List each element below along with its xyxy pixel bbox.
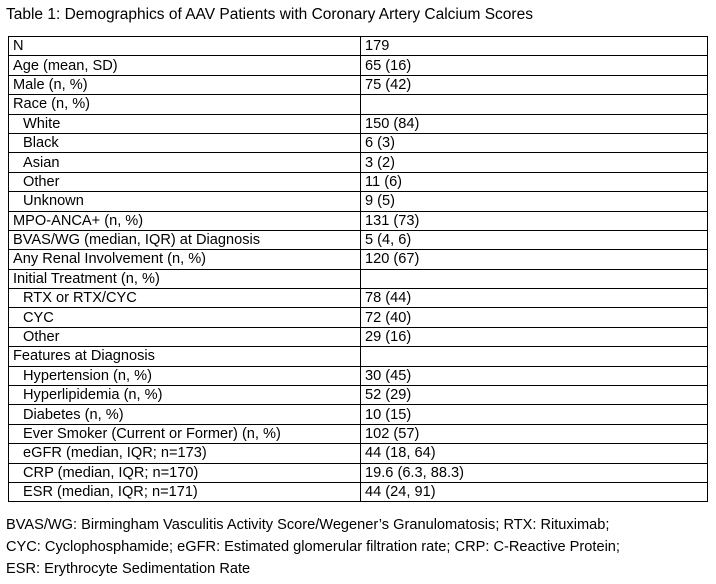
- row-value: 75 (42): [361, 75, 708, 94]
- table-row: [9, 347, 708, 366]
- table-row: [9, 250, 708, 269]
- row-value: 3 (2): [361, 153, 708, 172]
- row-label: Ever Smoker (Current or Former) (n, %): [9, 424, 361, 443]
- table-row: [9, 56, 708, 75]
- row-value: 65 (16): [361, 56, 708, 75]
- demographics-table: [8, 36, 708, 502]
- row-label: eGFR (median, IQR; n=173): [9, 444, 361, 463]
- table-footnote: [6, 514, 712, 580]
- row-value: 9 (5): [361, 192, 708, 211]
- footnote-line: ESR: Erythrocyte Sedimentation Rate: [6, 561, 251, 577]
- row-label: Unknown: [9, 192, 361, 211]
- table-row: [9, 230, 708, 249]
- row-label: Initial Treatment (n, %): [9, 269, 361, 288]
- row-value: 10 (15): [361, 405, 708, 424]
- row-label: Other: [9, 172, 361, 191]
- table-title: Table 1: Demographics of AAV Patients with Coronary Artery Calcium Scores: [6, 6, 533, 23]
- row-value: [361, 347, 708, 366]
- row-value: 179: [361, 37, 708, 56]
- row-label: Any Renal Involvement (n, %): [9, 250, 361, 269]
- table-row: [9, 153, 708, 172]
- table-row: [9, 133, 708, 152]
- row-label: N: [9, 37, 361, 56]
- table-row: [9, 482, 708, 501]
- row-label: CRP (median, IQR; n=170): [9, 463, 361, 482]
- row-value: 78 (44): [361, 289, 708, 308]
- table-row: [9, 463, 708, 482]
- row-label: Diabetes (n, %): [9, 405, 361, 424]
- row-value: [361, 95, 708, 114]
- table-row: [9, 424, 708, 443]
- row-value: 52 (29): [361, 386, 708, 405]
- table-row: [9, 37, 708, 56]
- table-row: [9, 192, 708, 211]
- row-label: CYC: [9, 308, 361, 327]
- row-label: Other: [9, 327, 361, 346]
- footnote-line: CYC: Cyclophosphamide; eGFR: Estimated glomerular filtration rate; CRP: C-Reactive Protein;: [6, 539, 620, 555]
- row-label: Hypertension (n, %): [9, 366, 361, 385]
- row-label: Age (mean, SD): [9, 56, 361, 75]
- footnote-line: BVAS/WG: Birmingham Vasculitis Activity Score/Wegener’s Granulomatosis; RTX: Rituximab;: [6, 517, 610, 533]
- row-value: 6 (3): [361, 133, 708, 152]
- table-row: [9, 172, 708, 191]
- row-label: Black: [9, 133, 361, 152]
- table-row: [9, 386, 708, 405]
- table-row: [9, 211, 708, 230]
- row-value: 102 (57): [361, 424, 708, 443]
- row-value: 44 (24, 91): [361, 482, 708, 501]
- table-row: [9, 269, 708, 288]
- table-row: [9, 405, 708, 424]
- row-value: [361, 269, 708, 288]
- table-row: [9, 75, 708, 94]
- table-row: [9, 95, 708, 114]
- row-label: MPO-ANCA+ (n, %): [9, 211, 361, 230]
- row-value: 131 (73): [361, 211, 708, 230]
- row-label: Male (n, %): [9, 75, 361, 94]
- table-row: [9, 289, 708, 308]
- row-value: 150 (84): [361, 114, 708, 133]
- table-row: [9, 308, 708, 327]
- row-label: Hyperlipidemia (n, %): [9, 386, 361, 405]
- table-body: [9, 37, 708, 502]
- row-label: Asian: [9, 153, 361, 172]
- row-label: BVAS/WG (median, IQR) at Diagnosis: [9, 230, 361, 249]
- row-value: 72 (40): [361, 308, 708, 327]
- row-label: White: [9, 114, 361, 133]
- row-value: 11 (6): [361, 172, 708, 191]
- table-row: [9, 327, 708, 346]
- row-label: RTX or RTX/CYC: [9, 289, 361, 308]
- row-label: Features at Diagnosis: [9, 347, 361, 366]
- row-label: ESR (median, IQR; n=171): [9, 482, 361, 501]
- row-value: 44 (18, 64): [361, 444, 708, 463]
- row-value: 120 (67): [361, 250, 708, 269]
- table-row: [9, 366, 708, 385]
- table-row: [9, 114, 708, 133]
- row-value: 5 (4, 6): [361, 230, 708, 249]
- table-row: [9, 444, 708, 463]
- row-value: 30 (45): [361, 366, 708, 385]
- row-label: Race (n, %): [9, 95, 361, 114]
- row-value: 29 (16): [361, 327, 708, 346]
- row-value: 19.6 (6.3, 88.3): [361, 463, 708, 482]
